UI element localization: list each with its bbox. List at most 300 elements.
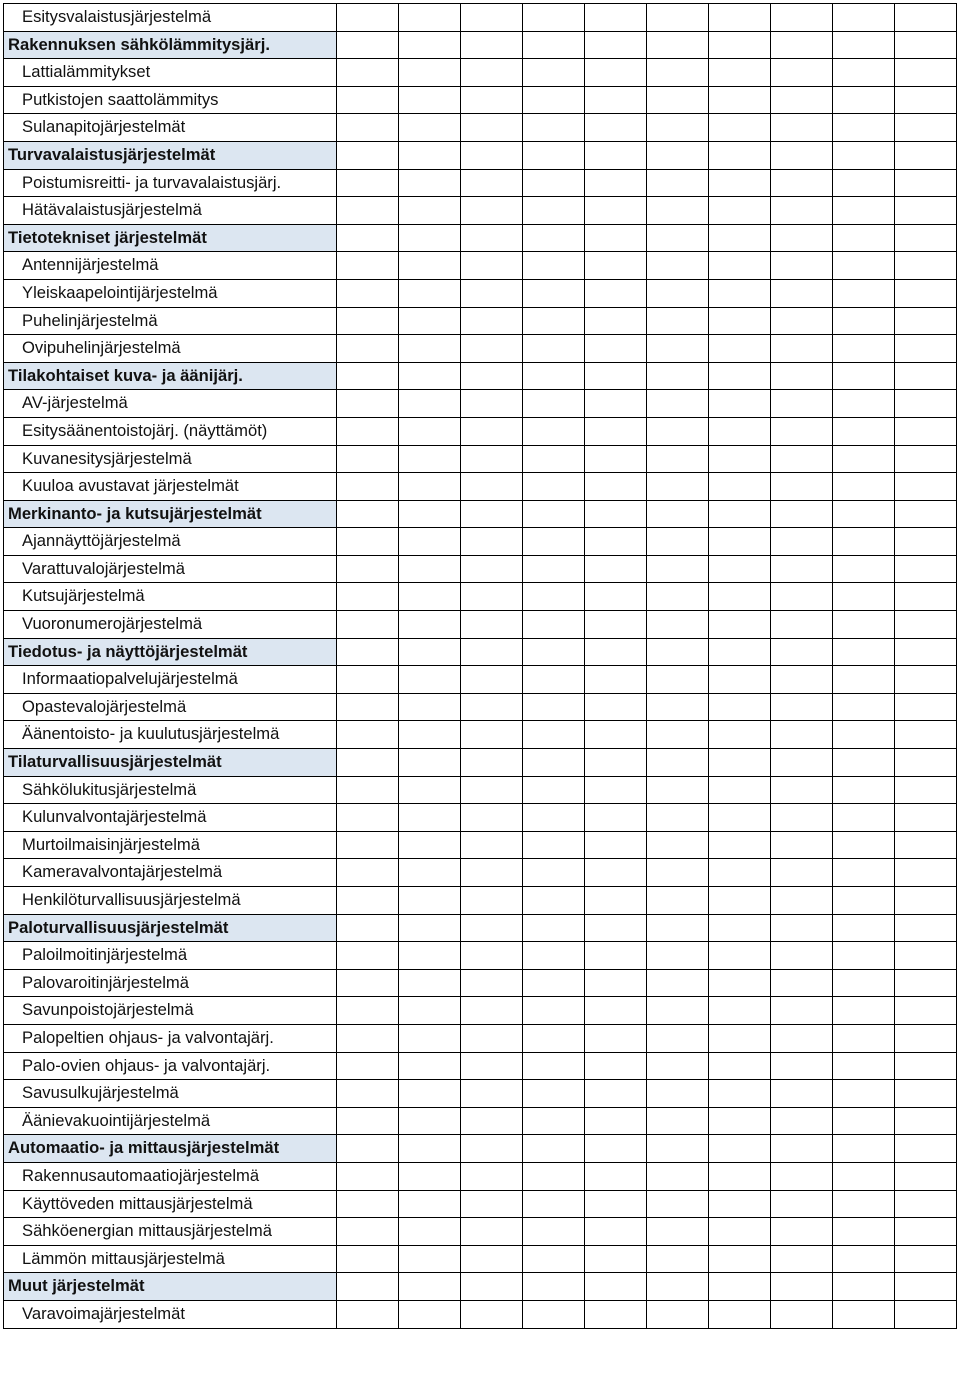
check-cell[interactable] bbox=[895, 831, 957, 859]
check-cell[interactable] bbox=[771, 1273, 833, 1301]
check-cell[interactable] bbox=[833, 1300, 895, 1328]
check-cell[interactable] bbox=[399, 31, 461, 59]
check-cell[interactable] bbox=[647, 86, 709, 114]
check-cell[interactable] bbox=[337, 887, 399, 915]
check-cell[interactable] bbox=[895, 611, 957, 639]
check-cell[interactable] bbox=[399, 4, 461, 32]
check-cell[interactable] bbox=[461, 362, 523, 390]
check-cell[interactable] bbox=[461, 417, 523, 445]
check-cell[interactable] bbox=[461, 666, 523, 694]
check-cell[interactable] bbox=[771, 1052, 833, 1080]
check-cell[interactable] bbox=[523, 1162, 585, 1190]
check-cell[interactable] bbox=[523, 1080, 585, 1108]
check-cell[interactable] bbox=[833, 1052, 895, 1080]
check-cell[interactable] bbox=[399, 224, 461, 252]
check-cell[interactable] bbox=[337, 252, 399, 280]
check-cell[interactable] bbox=[647, 500, 709, 528]
check-cell[interactable] bbox=[895, 4, 957, 32]
check-cell[interactable] bbox=[895, 86, 957, 114]
check-cell[interactable] bbox=[647, 417, 709, 445]
check-cell[interactable] bbox=[833, 666, 895, 694]
check-cell[interactable] bbox=[461, 114, 523, 142]
check-cell[interactable] bbox=[461, 1052, 523, 1080]
check-cell[interactable] bbox=[709, 473, 771, 501]
check-cell[interactable] bbox=[895, 528, 957, 556]
check-cell[interactable] bbox=[895, 1245, 957, 1273]
check-cell[interactable] bbox=[337, 1273, 399, 1301]
check-cell[interactable] bbox=[337, 1245, 399, 1273]
check-cell[interactable] bbox=[647, 528, 709, 556]
check-cell[interactable] bbox=[399, 1218, 461, 1246]
check-cell[interactable] bbox=[585, 721, 647, 749]
check-cell[interactable] bbox=[337, 1300, 399, 1328]
check-cell[interactable] bbox=[399, 307, 461, 335]
check-cell[interactable] bbox=[399, 555, 461, 583]
check-cell[interactable] bbox=[337, 390, 399, 418]
check-cell[interactable] bbox=[461, 1107, 523, 1135]
check-cell[interactable] bbox=[461, 914, 523, 942]
check-cell[interactable] bbox=[399, 969, 461, 997]
check-cell[interactable] bbox=[399, 776, 461, 804]
check-cell[interactable] bbox=[833, 252, 895, 280]
check-cell[interactable] bbox=[585, 114, 647, 142]
check-cell[interactable] bbox=[585, 307, 647, 335]
check-cell[interactable] bbox=[523, 1190, 585, 1218]
check-cell[interactable] bbox=[833, 942, 895, 970]
check-cell[interactable] bbox=[461, 969, 523, 997]
check-cell[interactable] bbox=[833, 914, 895, 942]
check-cell[interactable] bbox=[895, 59, 957, 87]
check-cell[interactable] bbox=[895, 1024, 957, 1052]
check-cell[interactable] bbox=[523, 997, 585, 1025]
check-cell[interactable] bbox=[461, 335, 523, 363]
check-cell[interactable] bbox=[399, 1024, 461, 1052]
check-cell[interactable] bbox=[647, 197, 709, 225]
check-cell[interactable] bbox=[461, 1162, 523, 1190]
check-cell[interactable] bbox=[337, 31, 399, 59]
check-cell[interactable] bbox=[709, 666, 771, 694]
check-cell[interactable] bbox=[709, 197, 771, 225]
check-cell[interactable] bbox=[461, 252, 523, 280]
check-cell[interactable] bbox=[585, 279, 647, 307]
check-cell[interactable] bbox=[647, 555, 709, 583]
check-cell[interactable] bbox=[771, 528, 833, 556]
check-cell[interactable] bbox=[461, 197, 523, 225]
check-cell[interactable] bbox=[337, 804, 399, 832]
check-cell[interactable] bbox=[461, 942, 523, 970]
check-cell[interactable] bbox=[895, 169, 957, 197]
check-cell[interactable] bbox=[771, 445, 833, 473]
check-cell[interactable] bbox=[461, 555, 523, 583]
check-cell[interactable] bbox=[895, 804, 957, 832]
check-cell[interactable] bbox=[833, 4, 895, 32]
check-cell[interactable] bbox=[585, 197, 647, 225]
check-cell[interactable] bbox=[647, 1218, 709, 1246]
check-cell[interactable] bbox=[585, 693, 647, 721]
check-cell[interactable] bbox=[771, 1107, 833, 1135]
check-cell[interactable] bbox=[585, 776, 647, 804]
check-cell[interactable] bbox=[833, 141, 895, 169]
check-cell[interactable] bbox=[833, 1135, 895, 1163]
check-cell[interactable] bbox=[709, 31, 771, 59]
check-cell[interactable] bbox=[523, 31, 585, 59]
check-cell[interactable] bbox=[833, 528, 895, 556]
check-cell[interactable] bbox=[895, 1135, 957, 1163]
check-cell[interactable] bbox=[895, 279, 957, 307]
check-cell[interactable] bbox=[771, 141, 833, 169]
check-cell[interactable] bbox=[709, 528, 771, 556]
check-cell[interactable] bbox=[895, 1273, 957, 1301]
check-cell[interactable] bbox=[461, 390, 523, 418]
check-cell[interactable] bbox=[337, 335, 399, 363]
check-cell[interactable] bbox=[895, 362, 957, 390]
check-cell[interactable] bbox=[461, 859, 523, 887]
check-cell[interactable] bbox=[461, 583, 523, 611]
check-cell[interactable] bbox=[585, 914, 647, 942]
check-cell[interactable] bbox=[523, 1218, 585, 1246]
check-cell[interactable] bbox=[523, 169, 585, 197]
check-cell[interactable] bbox=[585, 335, 647, 363]
check-cell[interactable] bbox=[709, 500, 771, 528]
check-cell[interactable] bbox=[461, 86, 523, 114]
check-cell[interactable] bbox=[399, 1052, 461, 1080]
check-cell[interactable] bbox=[647, 749, 709, 777]
check-cell[interactable] bbox=[771, 335, 833, 363]
check-cell[interactable] bbox=[523, 776, 585, 804]
check-cell[interactable] bbox=[771, 583, 833, 611]
check-cell[interactable] bbox=[523, 86, 585, 114]
check-cell[interactable] bbox=[895, 473, 957, 501]
check-cell[interactable] bbox=[523, 804, 585, 832]
check-cell[interactable] bbox=[833, 611, 895, 639]
check-cell[interactable] bbox=[709, 1300, 771, 1328]
check-cell[interactable] bbox=[399, 1080, 461, 1108]
check-cell[interactable] bbox=[895, 500, 957, 528]
check-cell[interactable] bbox=[337, 555, 399, 583]
check-cell[interactable] bbox=[585, 1080, 647, 1108]
check-cell[interactable] bbox=[523, 914, 585, 942]
check-cell[interactable] bbox=[771, 252, 833, 280]
check-cell[interactable] bbox=[771, 31, 833, 59]
check-cell[interactable] bbox=[833, 417, 895, 445]
check-cell[interactable] bbox=[709, 859, 771, 887]
check-cell[interactable] bbox=[895, 638, 957, 666]
check-cell[interactable] bbox=[523, 1052, 585, 1080]
check-cell[interactable] bbox=[461, 4, 523, 32]
check-cell[interactable] bbox=[647, 914, 709, 942]
check-cell[interactable] bbox=[399, 528, 461, 556]
check-cell[interactable] bbox=[647, 1107, 709, 1135]
check-cell[interactable] bbox=[647, 693, 709, 721]
check-cell[interactable] bbox=[523, 1107, 585, 1135]
check-cell[interactable] bbox=[833, 500, 895, 528]
check-cell[interactable] bbox=[709, 307, 771, 335]
check-cell[interactable] bbox=[523, 197, 585, 225]
check-cell[interactable] bbox=[709, 1080, 771, 1108]
check-cell[interactable] bbox=[709, 693, 771, 721]
check-cell[interactable] bbox=[709, 1135, 771, 1163]
check-cell[interactable] bbox=[585, 59, 647, 87]
check-cell[interactable] bbox=[833, 693, 895, 721]
check-cell[interactable] bbox=[461, 1218, 523, 1246]
check-cell[interactable] bbox=[337, 141, 399, 169]
check-cell[interactable] bbox=[461, 279, 523, 307]
check-cell[interactable] bbox=[585, 31, 647, 59]
check-cell[interactable] bbox=[337, 224, 399, 252]
check-cell[interactable] bbox=[833, 279, 895, 307]
check-cell[interactable] bbox=[895, 721, 957, 749]
check-cell[interactable] bbox=[523, 417, 585, 445]
check-cell[interactable] bbox=[523, 445, 585, 473]
check-cell[interactable] bbox=[337, 611, 399, 639]
check-cell[interactable] bbox=[399, 197, 461, 225]
check-cell[interactable] bbox=[399, 721, 461, 749]
check-cell[interactable] bbox=[523, 141, 585, 169]
check-cell[interactable] bbox=[771, 86, 833, 114]
check-cell[interactable] bbox=[833, 583, 895, 611]
check-cell[interactable] bbox=[771, 693, 833, 721]
check-cell[interactable] bbox=[585, 555, 647, 583]
check-cell[interactable] bbox=[523, 969, 585, 997]
check-cell[interactable] bbox=[833, 721, 895, 749]
check-cell[interactable] bbox=[523, 693, 585, 721]
check-cell[interactable] bbox=[523, 611, 585, 639]
check-cell[interactable] bbox=[895, 859, 957, 887]
check-cell[interactable] bbox=[771, 500, 833, 528]
check-cell[interactable] bbox=[771, 611, 833, 639]
check-cell[interactable] bbox=[647, 666, 709, 694]
check-cell[interactable] bbox=[585, 1273, 647, 1301]
check-cell[interactable] bbox=[709, 638, 771, 666]
check-cell[interactable] bbox=[399, 362, 461, 390]
check-cell[interactable] bbox=[833, 1273, 895, 1301]
check-cell[interactable] bbox=[461, 59, 523, 87]
check-cell[interactable] bbox=[461, 1190, 523, 1218]
check-cell[interactable] bbox=[399, 473, 461, 501]
check-cell[interactable] bbox=[399, 887, 461, 915]
check-cell[interactable] bbox=[461, 776, 523, 804]
check-cell[interactable] bbox=[895, 942, 957, 970]
check-cell[interactable] bbox=[833, 831, 895, 859]
check-cell[interactable] bbox=[647, 141, 709, 169]
check-cell[interactable] bbox=[585, 252, 647, 280]
check-cell[interactable] bbox=[585, 1190, 647, 1218]
check-cell[interactable] bbox=[895, 887, 957, 915]
check-cell[interactable] bbox=[895, 583, 957, 611]
check-cell[interactable] bbox=[585, 942, 647, 970]
check-cell[interactable] bbox=[461, 31, 523, 59]
check-cell[interactable] bbox=[771, 307, 833, 335]
check-cell[interactable] bbox=[399, 831, 461, 859]
check-cell[interactable] bbox=[895, 197, 957, 225]
check-cell[interactable] bbox=[585, 969, 647, 997]
check-cell[interactable] bbox=[647, 638, 709, 666]
check-cell[interactable] bbox=[523, 252, 585, 280]
check-cell[interactable] bbox=[399, 859, 461, 887]
check-cell[interactable] bbox=[585, 473, 647, 501]
check-cell[interactable] bbox=[585, 445, 647, 473]
check-cell[interactable] bbox=[709, 362, 771, 390]
check-cell[interactable] bbox=[771, 749, 833, 777]
check-cell[interactable] bbox=[461, 693, 523, 721]
check-cell[interactable] bbox=[585, 583, 647, 611]
check-cell[interactable] bbox=[647, 831, 709, 859]
check-cell[interactable] bbox=[585, 749, 647, 777]
check-cell[interactable] bbox=[523, 1024, 585, 1052]
check-cell[interactable] bbox=[399, 583, 461, 611]
check-cell[interactable] bbox=[647, 611, 709, 639]
check-cell[interactable] bbox=[337, 307, 399, 335]
check-cell[interactable] bbox=[895, 114, 957, 142]
check-cell[interactable] bbox=[771, 1245, 833, 1273]
check-cell[interactable] bbox=[833, 1218, 895, 1246]
check-cell[interactable] bbox=[895, 693, 957, 721]
check-cell[interactable] bbox=[709, 887, 771, 915]
check-cell[interactable] bbox=[833, 1024, 895, 1052]
check-cell[interactable] bbox=[895, 1162, 957, 1190]
check-cell[interactable] bbox=[895, 1190, 957, 1218]
check-cell[interactable] bbox=[523, 1300, 585, 1328]
check-cell[interactable] bbox=[399, 445, 461, 473]
check-cell[interactable] bbox=[771, 224, 833, 252]
check-cell[interactable] bbox=[461, 445, 523, 473]
check-cell[interactable] bbox=[895, 749, 957, 777]
check-cell[interactable] bbox=[585, 86, 647, 114]
check-cell[interactable] bbox=[709, 1190, 771, 1218]
check-cell[interactable] bbox=[709, 1024, 771, 1052]
check-cell[interactable] bbox=[647, 969, 709, 997]
check-cell[interactable] bbox=[709, 1273, 771, 1301]
check-cell[interactable] bbox=[709, 1245, 771, 1273]
check-cell[interactable] bbox=[523, 528, 585, 556]
check-cell[interactable] bbox=[523, 721, 585, 749]
check-cell[interactable] bbox=[523, 942, 585, 970]
check-cell[interactable] bbox=[771, 4, 833, 32]
check-cell[interactable] bbox=[337, 169, 399, 197]
check-cell[interactable] bbox=[647, 942, 709, 970]
check-cell[interactable] bbox=[523, 279, 585, 307]
check-cell[interactable] bbox=[833, 859, 895, 887]
check-cell[interactable] bbox=[523, 887, 585, 915]
check-cell[interactable] bbox=[461, 831, 523, 859]
check-cell[interactable] bbox=[461, 611, 523, 639]
check-cell[interactable] bbox=[399, 1107, 461, 1135]
check-cell[interactable] bbox=[771, 804, 833, 832]
check-cell[interactable] bbox=[461, 1300, 523, 1328]
check-cell[interactable] bbox=[523, 1273, 585, 1301]
check-cell[interactable] bbox=[399, 417, 461, 445]
check-cell[interactable] bbox=[833, 31, 895, 59]
check-cell[interactable] bbox=[523, 1245, 585, 1273]
check-cell[interactable] bbox=[771, 555, 833, 583]
check-cell[interactable] bbox=[771, 859, 833, 887]
check-cell[interactable] bbox=[399, 279, 461, 307]
check-cell[interactable] bbox=[895, 997, 957, 1025]
check-cell[interactable] bbox=[337, 473, 399, 501]
check-cell[interactable] bbox=[399, 114, 461, 142]
check-cell[interactable] bbox=[647, 114, 709, 142]
check-cell[interactable] bbox=[833, 197, 895, 225]
check-cell[interactable] bbox=[895, 1080, 957, 1108]
check-cell[interactable] bbox=[771, 969, 833, 997]
check-cell[interactable] bbox=[771, 1024, 833, 1052]
check-cell[interactable] bbox=[399, 1300, 461, 1328]
check-cell[interactable] bbox=[709, 390, 771, 418]
check-cell[interactable] bbox=[709, 804, 771, 832]
check-cell[interactable] bbox=[647, 252, 709, 280]
check-cell[interactable] bbox=[709, 445, 771, 473]
check-cell[interactable] bbox=[647, 1300, 709, 1328]
check-cell[interactable] bbox=[771, 1190, 833, 1218]
check-cell[interactable] bbox=[337, 1135, 399, 1163]
check-cell[interactable] bbox=[771, 1162, 833, 1190]
check-cell[interactable] bbox=[709, 141, 771, 169]
check-cell[interactable] bbox=[461, 307, 523, 335]
check-cell[interactable] bbox=[585, 666, 647, 694]
check-cell[interactable] bbox=[833, 224, 895, 252]
check-cell[interactable] bbox=[337, 914, 399, 942]
check-cell[interactable] bbox=[647, 776, 709, 804]
check-cell[interactable] bbox=[523, 500, 585, 528]
check-cell[interactable] bbox=[399, 1273, 461, 1301]
check-cell[interactable] bbox=[771, 390, 833, 418]
check-cell[interactable] bbox=[647, 1190, 709, 1218]
check-cell[interactable] bbox=[895, 1052, 957, 1080]
check-cell[interactable] bbox=[895, 252, 957, 280]
check-cell[interactable] bbox=[647, 859, 709, 887]
check-cell[interactable] bbox=[771, 1135, 833, 1163]
check-cell[interactable] bbox=[585, 1052, 647, 1080]
check-cell[interactable] bbox=[585, 804, 647, 832]
check-cell[interactable] bbox=[833, 1107, 895, 1135]
check-cell[interactable] bbox=[709, 1052, 771, 1080]
check-cell[interactable] bbox=[647, 1024, 709, 1052]
check-cell[interactable] bbox=[399, 1135, 461, 1163]
check-cell[interactable] bbox=[399, 1245, 461, 1273]
check-cell[interactable] bbox=[585, 1107, 647, 1135]
check-cell[interactable] bbox=[709, 914, 771, 942]
check-cell[interactable] bbox=[709, 776, 771, 804]
check-cell[interactable] bbox=[523, 114, 585, 142]
check-cell[interactable] bbox=[399, 693, 461, 721]
check-cell[interactable] bbox=[833, 555, 895, 583]
check-cell[interactable] bbox=[337, 1162, 399, 1190]
check-cell[interactable] bbox=[771, 638, 833, 666]
check-cell[interactable] bbox=[461, 1245, 523, 1273]
check-cell[interactable] bbox=[337, 638, 399, 666]
check-cell[interactable] bbox=[833, 59, 895, 87]
check-cell[interactable] bbox=[337, 279, 399, 307]
check-cell[interactable] bbox=[709, 417, 771, 445]
check-cell[interactable] bbox=[337, 362, 399, 390]
check-cell[interactable] bbox=[709, 252, 771, 280]
check-cell[interactable] bbox=[833, 445, 895, 473]
check-cell[interactable] bbox=[895, 31, 957, 59]
check-cell[interactable] bbox=[399, 997, 461, 1025]
check-cell[interactable] bbox=[833, 1245, 895, 1273]
check-cell[interactable] bbox=[399, 1190, 461, 1218]
check-cell[interactable] bbox=[585, 1300, 647, 1328]
check-cell[interactable] bbox=[399, 252, 461, 280]
check-cell[interactable] bbox=[585, 4, 647, 32]
check-cell[interactable] bbox=[523, 555, 585, 583]
check-cell[interactable] bbox=[337, 1080, 399, 1108]
check-cell[interactable] bbox=[895, 666, 957, 694]
check-cell[interactable] bbox=[461, 721, 523, 749]
check-cell[interactable] bbox=[585, 141, 647, 169]
check-cell[interactable] bbox=[461, 638, 523, 666]
check-cell[interactable] bbox=[337, 1052, 399, 1080]
